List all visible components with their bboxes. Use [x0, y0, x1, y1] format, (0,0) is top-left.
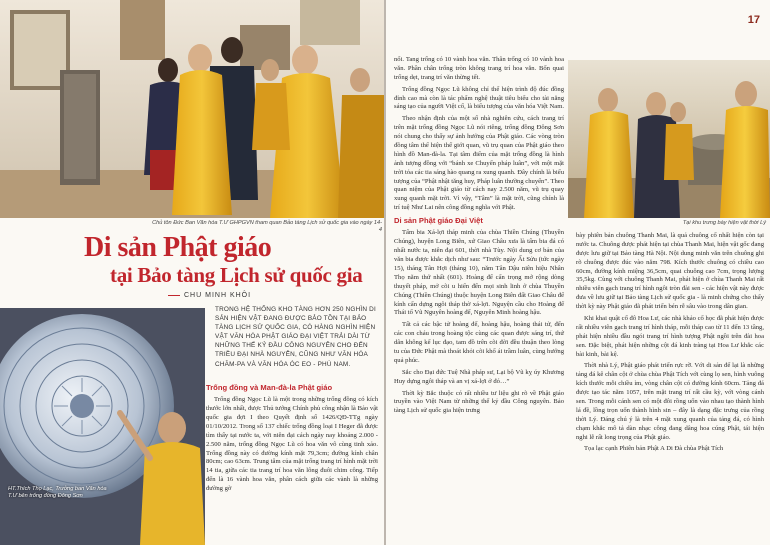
paragraph: Khi khai quật cố đô Hoa Lư, các nhà khảo cổ học đã phát hiện được rất nhiều viên gạch trang trí hình tháp, mỗi tháp cao từ 11 đến 13 tầng, phát hiện nhiều đầu ngói trang trí hình tượng Phật ngồi trên đài hoa sen. Đặc biệt, phát hiện những cột đá kinh tràng tại Hoa Lư khắc các bài kinh, bài kệ.: [576, 315, 764, 358]
right-caption: Tại khu trưng bày hiện vật thời Lý: [682, 220, 766, 226]
heading-bronze-drum: Trống đồng và Man-đà-la Phật giáo: [206, 383, 333, 392]
article-title-line1: Di sản Phật giáo: [84, 232, 272, 263]
paragraph: Theo nhận định của một số nhà nghiên cứu, cách trang trí trên mặt trống đồng Ngọc Lũ nói riêng, trống đồng Đông Sơn nói chung cho thấy sự ảnh hưởng của Phật giáo. Các vòng tròn đồng tâm thể hiện thế giới quan, vũ trụ quan của Phật giáo theo hình đồ Man-đà-la. Tại tâm điểm của mặt trống đồng là hình ảnh tượng đồng với “bánh xe Chuyển pháp luân”, với một mặt trời tỏa các tia sáng hào quang ra xung quanh. Đây chính là biểu tượng của “Phật nhật tăng huy, Pháp luân thường chuyển”. Theo quan niệm của Phật giáo từ cách nay 2.500 năm, vũ trụ quay xung quanh mặt trời. Vì vậy, “Tâm” là mặt trời, cũng chính là trí tuệ Như Lai nên công đồng nghĩa với Phật.: [394, 115, 564, 212]
bottom-left-caption: HT.Thích Thọ Lạc, Trưởng ban Văn hóa T.Ư bên trống đồng Đông Sơn: [8, 486, 107, 499]
right-page-number: 17: [747, 14, 760, 26]
left-page-column: [206, 380, 378, 497]
paragraph: Tấm bia Xá-lợi tháp minh của chùa Thiền Chúng (Thuyền Chúng), huyện Long Biên, xứ Giao Châu xưa là tấm bia đá có nhất nước ta, niên đại 601, thời nhà Tùy. Nội dung cơ bản của văn bia được khắc dịch như sau: “Trước ngày Ất Sửu (tức ngày 15), tháng Tân Hợi (tháng 10), năm Tân Dậu niên hiệu Nhân Thọ năm thứ nhất (601). Hoàng đế cẩn trọng mở rộng dòng thuyết pháp, mở cõi u hiển đến mọi sinh linh ở chùa Thuyền Chúng (Thiền Chúng) thuộc huyện Long Biên đất Giao Châu để kính cẩn dựng ngôi tháp thờ xá-lợi. Nguyện cầu cho Hoàng đế Thái tổ Vũ Nguyên hoàng đế, Nguyên Minh hoàng hậu.: [394, 229, 564, 317]
bronze-drum-photo: [0, 308, 205, 545]
paragraph: Tọa lạc cạnh Phiên bản Phật A Di Đà chùa Phật Tích: [584, 445, 724, 453]
paragraph: Sắc cho Đại đức Tuệ Nhã pháp sư, Lại bộ Vũ kỵ úy Khương Huy dựng ngôi tháp và an vị xá-lợi ở đó…”: [394, 368, 564, 385]
right-page: [386, 0, 770, 545]
paragraph: bày phiên bản chuông Thanh Mai, là quả chuông cổ nhất hiện còn tại nước ta. Chuông được phát hiện tại chùa Thanh Mai, hiện vật gốc đang được lưu giữ tại Bảo tàng Hà Nội. Nội dung minh văn trên chuông ghi rõ chuông được đúc vào năm 798. Kích thước chuông có chiều cao 60cm, đường kính miệng 36,5cm, quai chuông cao 7cm, trọng lượng 35,5kg. Cùng với chuông Thanh Mai, phát hiện ở chùa Thanh Mai rất nhiều viên gạch trang trí hình ngôi tròn đài sen - các hiện vật này được đưa về lưu giữ tại Bảo tàng Lịch sử quốc gia - là minh chứng cho thấy thời kỳ này Phật giáo đã phát triển bén rễ sâu vào trong dân gian.: [576, 232, 764, 311]
ly-dynasty-exhibit-photo: [568, 60, 770, 218]
monks-touring-museum-photo: [0, 0, 384, 218]
top-left-caption: Chủ tôn Đức Ban Văn hóa T.Ư GHPGVN tham quan Bảo tàng Lịch sử quốc gia vào ngày 14-4: [152, 220, 382, 233]
article-author: CHU MINH KHÔI: [168, 292, 251, 299]
right-page-column-2: [576, 232, 764, 545]
paragraph: Trống đồng Ngọc Lũ là một trong những trống đồng có kích thước lớn nhất, được Thủ tướng Chính phủ công nhận là Bảo vật quốc gia đợt I theo Quyết định số 1426/QĐ-TTg ngày 01/10/2012. Trong số 137 chiếc trống đồng loại I Heger đã được tìm thấy tại nước ta, với niên đại cách ngày nay khoảng 2.000 - 2.500 năm, trống đồng Ngọc Lũ có hoa văn vô cùng tinh xảo. Trống đồng này có đường kính mặt 79,3cm; đường kính chân 80cm; cao 63cm. Trung tâm của mặt trống trang trí hình mặt trời 14 tia, giữa các tia trang trí hoa văn lông đuôi chim công. Tiếp đến là 16 vành hoa văn, phân cách giữa các vành là những đường gờ: [206, 396, 378, 493]
heading-dai-viet-heritage: Di sản Phật giáo Đại Việt: [394, 216, 483, 226]
paragraph: Thời kỳ Bắc thuộc có rất nhiều tư liệu ghi rõ về Phật giáo truyền vào Việt Nam từ những thế kỷ đầu Công nguyên. Bảo tàng Lịch sử quốc gia hiện trưng: [394, 389, 564, 415]
paragraph: nổi. Tang trống có 10 vành hoa văn. Thân trống có 10 vành hoa văn. Phần chân trống tròn không trang trí hoa văn. Bốn quai trống dẹt, trang trí văn thừng tết.: [394, 56, 564, 81]
article-title-line2: tại Bảo tàng Lịch sử quốc gia: [110, 263, 363, 287]
paragraph: Tất cả các bậc tử hoàng đế, hoàng hậu, hoàng thái tử, đến các con cháu trong hoàng tộc cùng các quan được sáng trí, thứ dân không kể lục đạo, tam đồ trên cõi đời đều thuận theo lòng tu của Đức Phật mà thoát khỏi cõi khổ ái trầm luân, cùng hướng quả phúc.: [394, 321, 564, 364]
paragraph: Trống đồng Ngọc Lũ không chỉ thể hiện trình độ đúc đồng đỉnh cao mà còn là tác phẩm nghệ thuật tiêu biểu cho tài năng sáng tạo của người Việt cổ, là biểu tượng của văn hóa Việt Nam.: [394, 85, 565, 111]
article-lead: TRONG HỆ THỐNG KHO TÀNG HƠN 250 NGHÌN DI SẢN HIỆN VẬT ĐANG ĐƯỢC BẢO TỒN TẠI BẢO TÀNG LỊCH SỬ QUỐC GIA, CÓ HÀNG NGHÌN HIỆN VẬT VĂN HÓA PHẬT GIÁO ĐẠI VIỆT TRẢI DÀI TỪ NHỮNG THẾ KỶ ĐẦU CÔNG NGUYÊN CHO ĐẾN TRIỀU ĐẠI NHÀ NGUYỄN, CŨNG NHƯ VĂN HÓA CHĂM-PA VÀ VĂN HÓA ÓC EO - PHÙ NAM.: [215, 306, 376, 368]
right-page-column-1: [394, 56, 564, 545]
paragraph: Thời nhà Lý, Phật giáo phát triển rực rỡ. Với di sản để lại là những tảng đá kê chân cột ở chùa chùa Phật Tích với cùng lọ sen, hình vuông kích thước mỗi chiều ỉm, vòng chân cột có đường kính 60cm. Tảng đá được tạo tác năm 1057, trên mặt trang trí rất cầu kỳ, với vòng cánh sen. Trong mỗi cánh sen có một đôi rồng uốn vào nhau tạo thành hình lá đề, lồng trọn uốn thành hình sin – đây là dạng đặc trưng của rồng thời Lý. Đáng chú ý là trên 4 mặt xung quanh của tảng đá, có hình chạm khắc mô tả dàn nhạc công đang dâng hoa cúng Phật, tái hiện nghi lễ rất long trọng của Phật giáo.: [576, 362, 764, 441]
left-page: [0, 0, 384, 545]
